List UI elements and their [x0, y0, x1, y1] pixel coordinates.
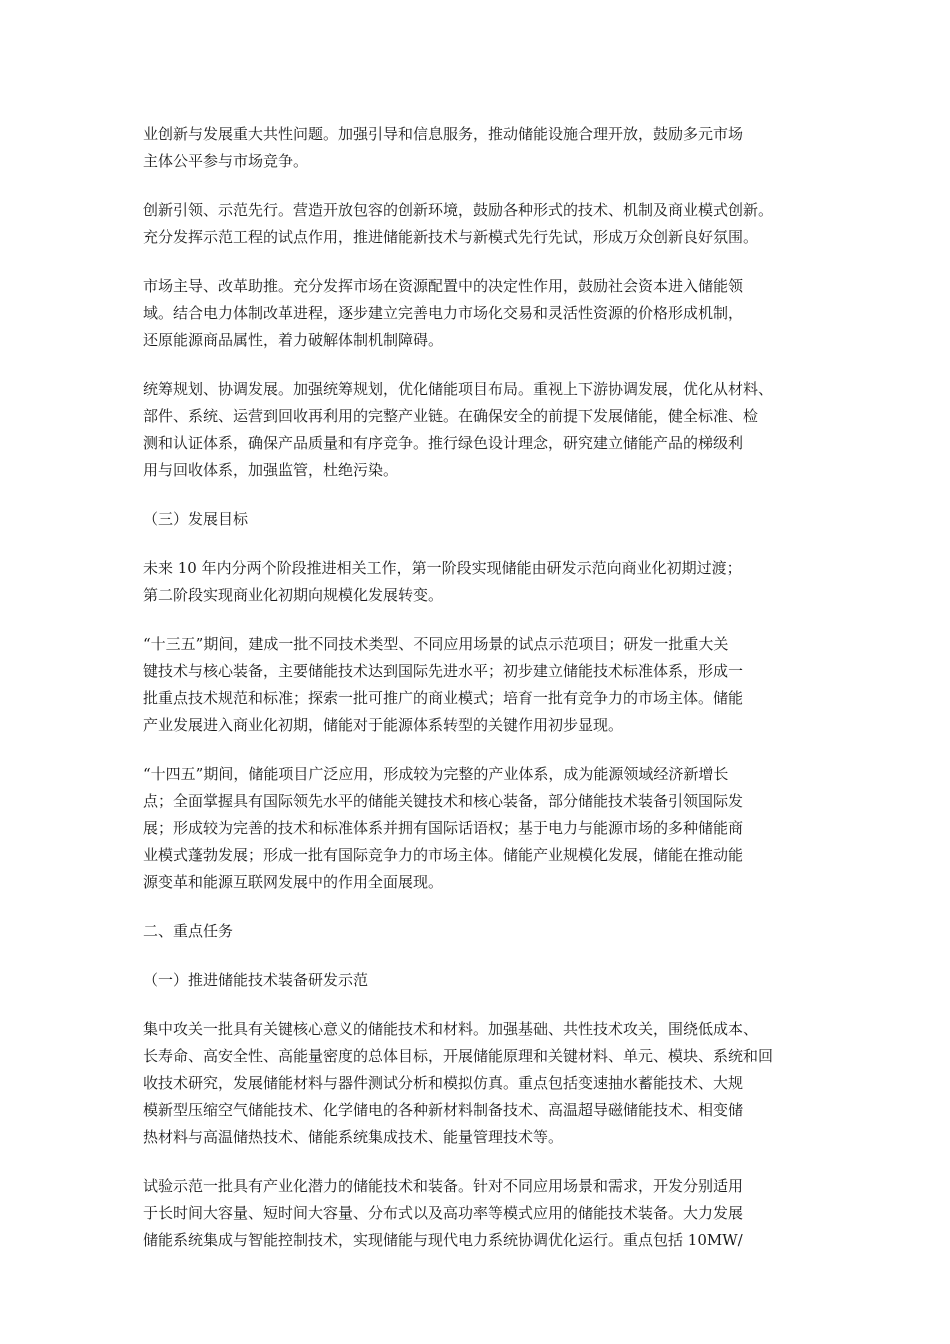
text-line: 未来 10 年内分两个阶段推进相关工作，第一阶段实现储能由研发示范向商业化初期过渡；	[143, 559, 742, 577]
text-line: 键技术与核心装备，主要储能技术达到国际先进水平；初步建立储能技术标准体系，形成一	[143, 662, 744, 680]
text-line: 还原能源商品属性，着力破解体制机制障碍。	[143, 331, 444, 349]
text-line: 收技术研究，发展储能材料与器件测试分析和模拟仿真。重点包括变速抽水蓄能技术、大规	[143, 1074, 744, 1092]
section-heading: 二、重点任务	[143, 922, 234, 940]
text-line: 业创新与发展重大共性问题。加强引导和信息服务，推动储能设施合理开放，鼓励多元市场	[143, 125, 744, 143]
document-body	[143, 121, 815, 1276]
text-line: 试验示范一批具有产业化潜力的储能技术和装备。针对不同应用场景和需求，开发分别适用	[143, 1177, 744, 1195]
text-line: 产业发展进入商业化初期，储能对于能源体系转型的关键作用初步显现。	[143, 716, 624, 734]
section-heading: （一）推进储能技术装备研发示范	[143, 971, 369, 989]
paragraph	[143, 121, 815, 175]
text-line: 市场主导、改革助推。充分发挥市场在资源配置中的决定性作用，鼓励社会资本进入储能领	[143, 277, 744, 295]
text-line: 第二阶段实现商业化初期向规模化发展转变。	[143, 586, 444, 604]
text-line: 源变革和能源互联网发展中的作用全面展现。	[143, 873, 444, 891]
text-line: 创新引领、示范先行。营造开放包容的创新环境，鼓励各种形式的技术、机制及商业模式创新。	[143, 201, 774, 219]
text-line: “十三五”期间，建成一批不同技术类型、不同应用场景的试点示范项目；研发一批重大关	[143, 635, 729, 653]
paragraph	[143, 631, 815, 739]
text-line: 部件、系统、运营到回收再利用的完整产业链。在确保安全的前提下发展储能，健全标准、检	[143, 407, 759, 425]
text-line: 用与回收体系，加强监管，杜绝污染。	[143, 461, 399, 479]
text-line: 模新型压缩空气储能技术、化学储电的各种新材料制备技术、高温超导磁储能技术、相变储	[143, 1101, 744, 1119]
paragraph	[143, 273, 815, 354]
paragraph	[143, 1016, 815, 1151]
text-line: 业模式蓬勃发展；形成一批有国际竞争力的市场主体。储能产业规模化发展，储能在推动能	[143, 846, 744, 864]
text-line: 域。结合电力体制改革进程，逐步建立完善电力市场化交易和灵活性资源的价格形成机制，	[143, 304, 744, 322]
text-line: 主体公平参与市场竞争。	[143, 152, 309, 170]
paragraph	[143, 1173, 815, 1254]
text-line: “十四五”期间，储能项目广泛应用，形成较为完整的产业体系，成为能源领域经济新增长	[143, 765, 729, 783]
section-heading: （三）发展目标	[143, 510, 249, 528]
text-line: 充分发挥示范工程的试点作用，推进储能新技术与新模式先行先试，形成万众创新良好氛围。	[143, 228, 759, 246]
paragraph	[143, 376, 815, 484]
text-line: 统筹规划、协调发展。加强统筹规划，优化储能项目布局。重视上下游协调发展，优化从材料、	[143, 380, 774, 398]
text-line: 长寿命、高安全性、高能量密度的总体目标，开展储能原理和关键材料、单元、模块、系统和回	[143, 1047, 774, 1065]
text-line: 热材料与高温储热技术、储能系统集成技术、能量管理技术等。	[143, 1128, 564, 1146]
paragraph	[143, 197, 815, 251]
text-line: 点；全面掌握具有国际领先水平的储能关键技术和核心装备，部分储能技术装备引领国际发	[143, 792, 744, 810]
text-line: 集中攻关一批具有关键核心意义的储能技术和材料。加强基础、共性技术攻关，围绕低成本、	[143, 1020, 759, 1038]
text-line: 批重点技术规范和标准；探索一批可推广的商业模式；培育一批有竞争力的市场主体。储能	[143, 689, 744, 707]
text-line: 于长时间大容量、短时间大容量、分布式以及高功率等模式应用的储能技术装备。大力发展	[143, 1204, 744, 1222]
paragraph	[143, 555, 815, 609]
text-line: 储能系统集成与智能控制技术，实现储能与现代电力系统协调优化运行。重点包括 10MW/	[143, 1231, 743, 1249]
paragraph	[143, 761, 815, 896]
text-line: 展；形成较为完善的技术和标准体系并拥有国际话语权；基于电力与能源市场的多种储能商	[143, 819, 744, 837]
text-line: 测和认证体系，确保产品质量和有序竞争。推行绿色设计理念，研究建立储能产品的梯级利	[143, 434, 744, 452]
